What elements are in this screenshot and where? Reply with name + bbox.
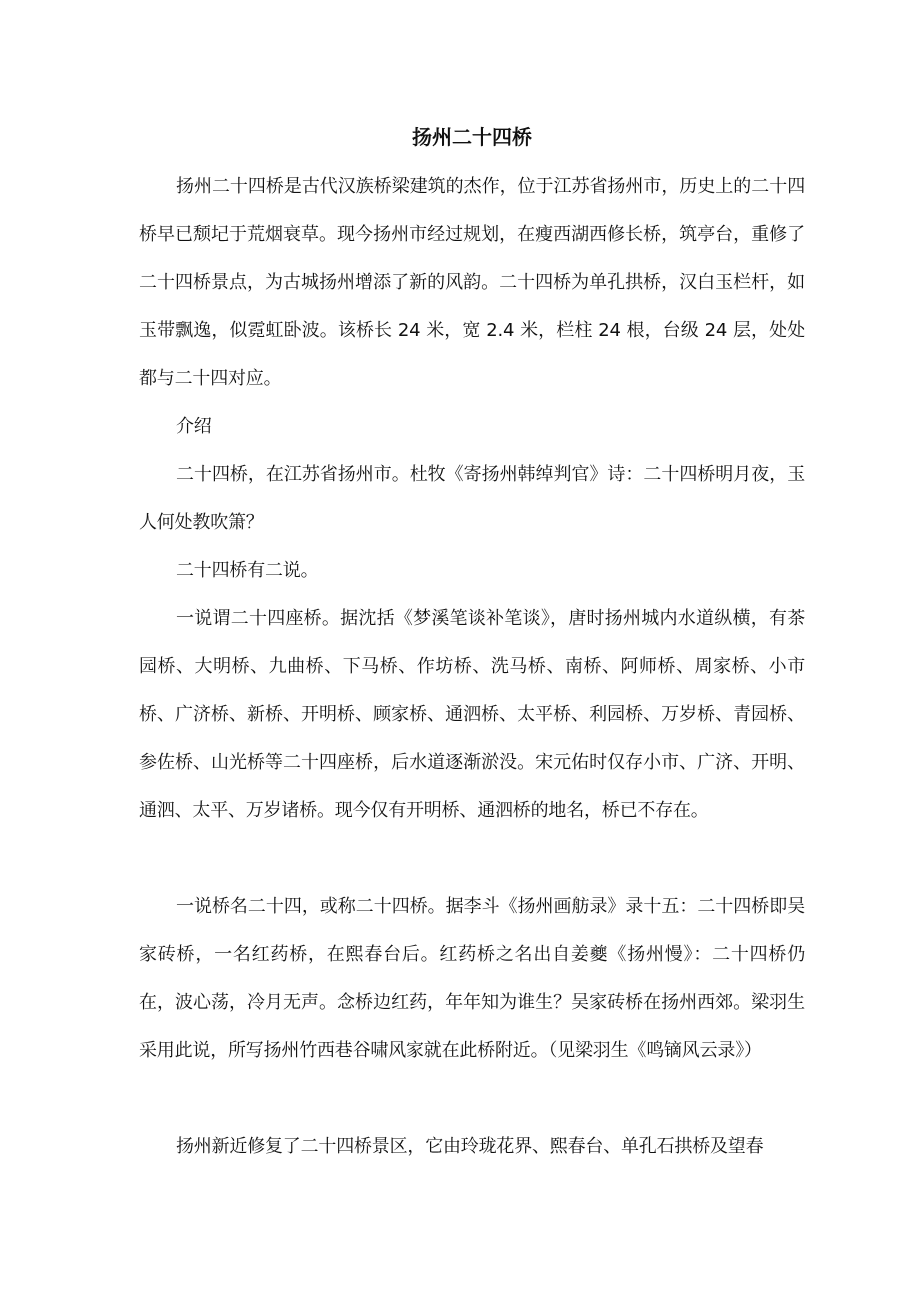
document-title: 扬州二十四桥 (412, 125, 532, 149)
paragraph-heading-introduction: 介绍 (176, 416, 212, 437)
paragraph-dumu-poem: 二十四桥，在江苏省扬州市。杜牧《寄扬州韩绰判官》诗：二十四桥明月夜，玉人何处教吹箫？ (139, 464, 805, 533)
paragraph-theory-one: 一说谓二十四座桥。据沈括《梦溪笔谈补笔谈》，唐时扬州城内水道纵横，有茶园桥、大明桥、九曲桥、下马桥、作坊桥、洗马桥、南桥、阿师桥、周家桥、小市桥、广济桥、新桥、开明桥、顾家桥、通泗桥、太平桥、利园桥、万岁桥、青园桥、参佐桥、山光桥等二十四座桥，后水道逐渐淤没。宋元佑时仅存小市、广济、开明、通泗、太平、万岁诸桥。现今仅有开明桥、通泗桥的地名，桥已不存在。 (139, 608, 805, 821)
document-page (139, 0, 805, 1302)
paragraph-intro: 扬州二十四桥是古代汉族桥梁建筑的杰作，位于江苏省扬州市，历史上的二十四桥早已颓圮于荒烟衰草。现今扬州市经过规划，在瘦西湖西修长桥，筑亭台，重修了二十四桥景点，为古城扬州增添了新的风韵。二十四桥为单孔拱桥，汉白玉栏杆，如玉带飘逸，似霓虹卧波。该桥长 24 米，宽 2.4 米，栏柱 24 根，台级 24 层，处处都与二十四对应。 (139, 176, 805, 389)
paragraph-theory-two: 一说桥名二十四，或称二十四桥。据李斗《扬州画舫录》录十五：二十四桥即吴家砖桥，一名红药桥，在熙春台后。红药桥之名出自姜夔《扬州慢》：二十四桥仍在，波心荡，冷月无声。念桥边红药，年年知为谁生？吴家砖桥在扬州西郊。梁羽生采用此说，所写扬州竹西巷谷啸风家就在此桥附近。（见梁羽生《鸣镝风云录》） (139, 896, 805, 1061)
paragraph-two-theories: 二十四桥有二说。 (176, 560, 319, 581)
paragraph-restoration: 扬州新近修复了二十四桥景区，它由玲珑花界、熙春台、单孔石拱桥及望春 (176, 1136, 764, 1157)
